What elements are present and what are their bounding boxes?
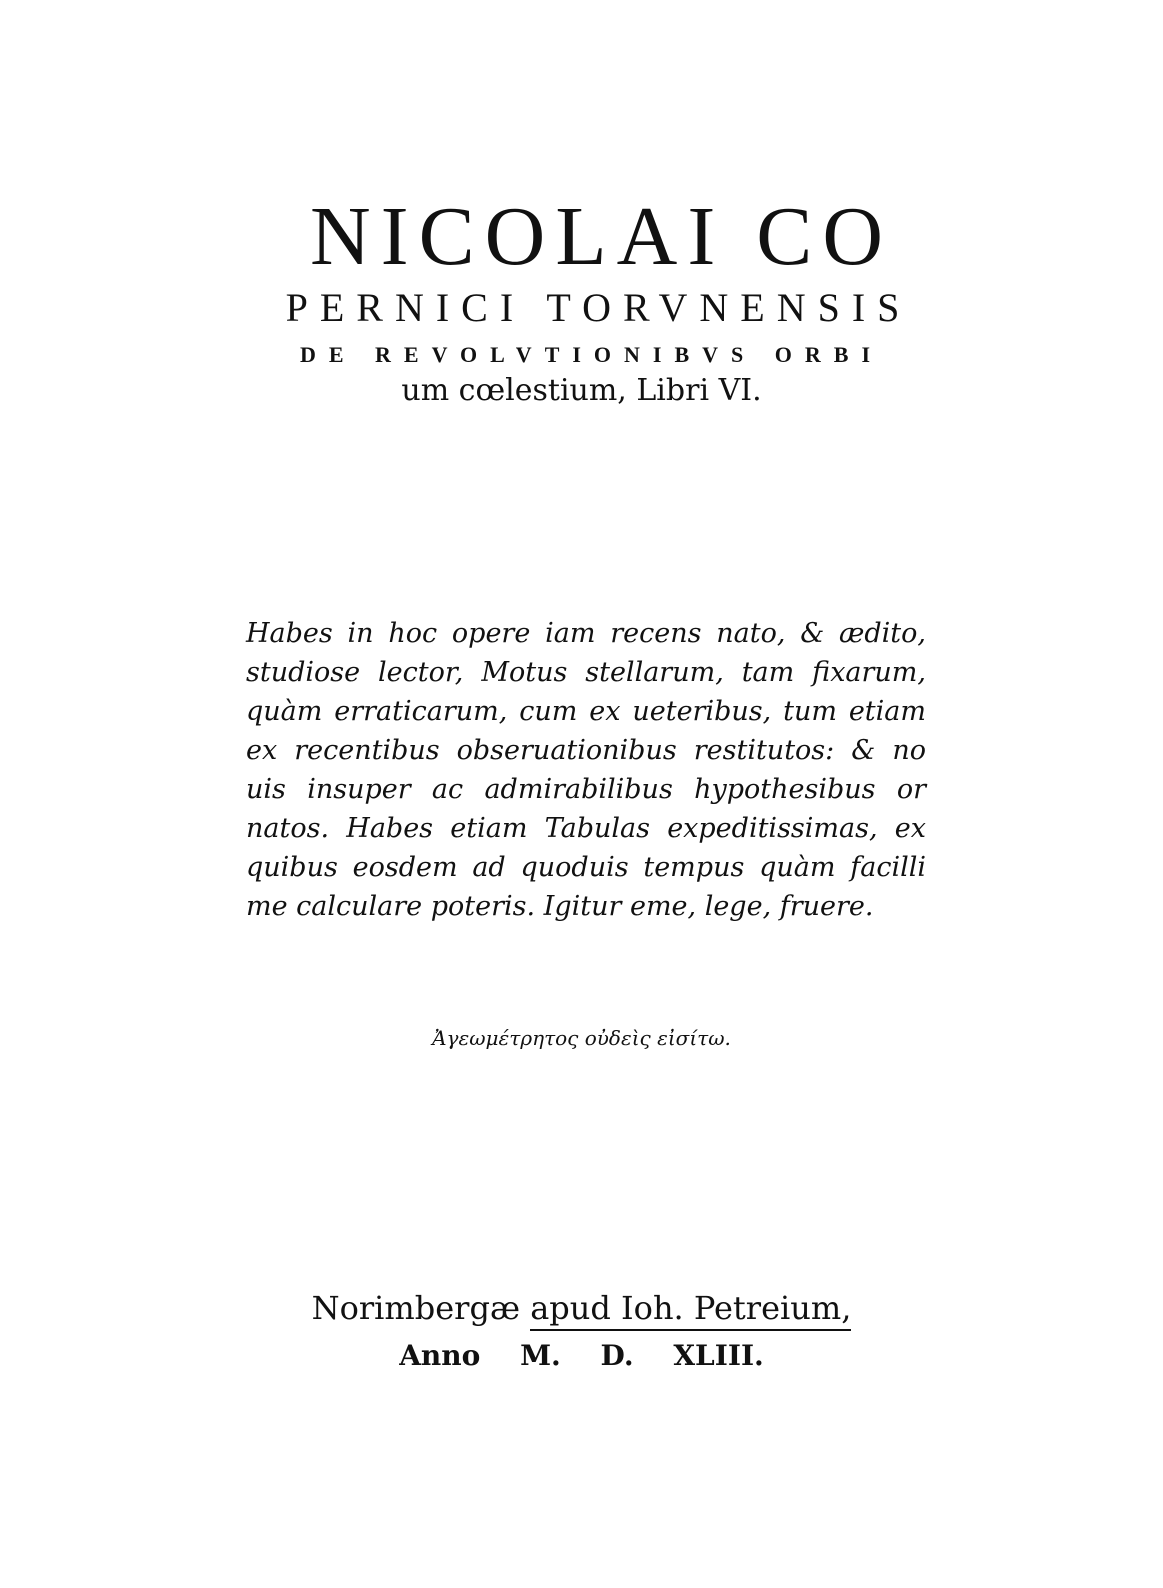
preface-line: studiose lector, Motus stellarum, tam fixarum, — [246, 657, 926, 688]
preface-line: uis insuper ac admirabilibus hypothesibus or — [246, 774, 926, 805]
title-line-author-second: PERNICI TORVNENSIS — [285, 285, 912, 330]
greek-motto: Ἀγεωμέτρητος οὐδεὶς εἰσίτω. — [432, 1026, 731, 1050]
title-line-author-first: NICOLAI CO — [310, 190, 893, 283]
imprint-year: Anno M. D. XLIII. — [399, 1339, 764, 1372]
imprint-printer: apud Ioh. Petreium, — [530, 1289, 851, 1331]
preface-line: Habes in hoc opere iam recens nato, & ædito, — [246, 618, 926, 649]
title-line-books: um cœlestium, Libri VI. — [401, 373, 762, 408]
preface-line: quibus eosdem ad quoduis tempus quàm facilli — [246, 852, 926, 883]
imprint-place-printer — [0, 1288, 1163, 1328]
imprint-place: Norimbergæ — [311, 1289, 531, 1327]
preface-paragraph — [246, 614, 926, 926]
preface-line: quàm erraticarum, cum ex ueteribus, tum etiam — [246, 696, 926, 727]
title-line-work: DE REVOLVTIONIBVS ORBI — [299, 342, 884, 367]
preface-line: me calculare poteris. Igitur eme, lege, fruere. — [246, 891, 874, 922]
preface-line: ex recentibus obseruationibus restitutos: & no — [246, 735, 926, 766]
preface-line: natos. Habes etiam Tabulas expeditissimas, ex — [246, 813, 926, 844]
